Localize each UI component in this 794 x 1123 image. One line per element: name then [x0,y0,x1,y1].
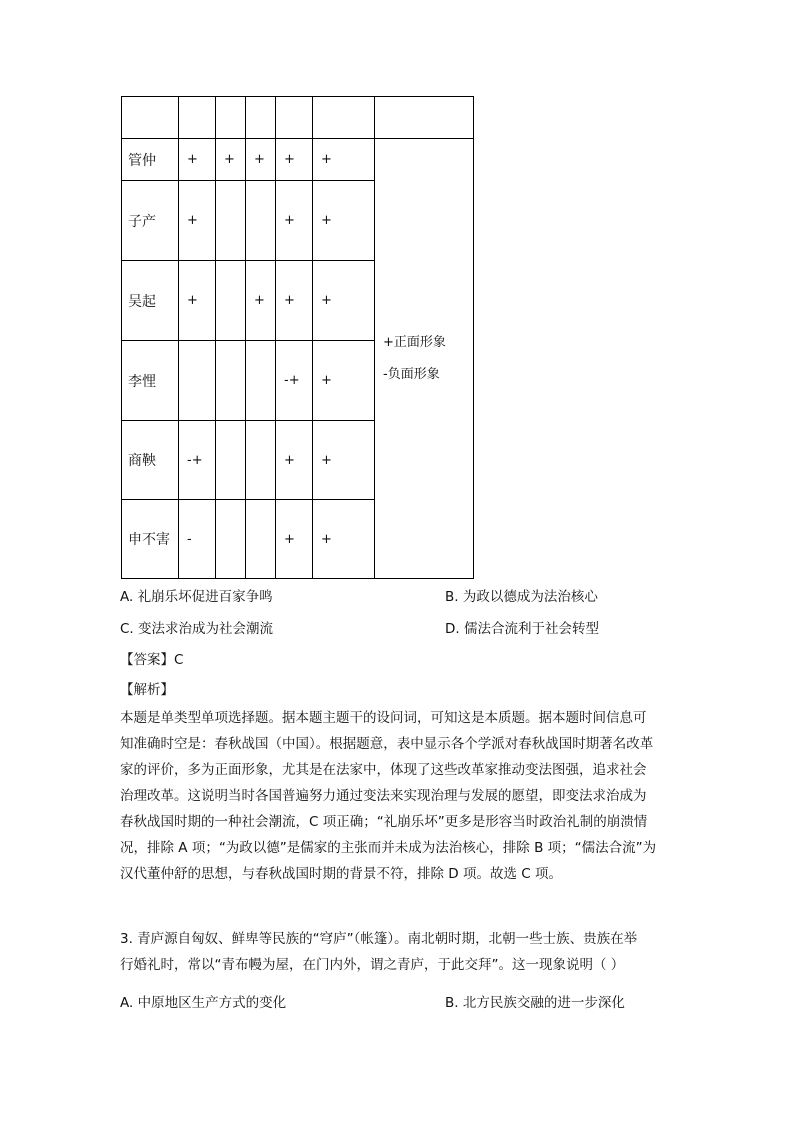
table-cell: + [246,261,276,341]
table-cell: + [313,500,375,579]
table-row [122,139,474,181]
header-cell [246,97,276,139]
row-name: 管仲 [122,139,179,181]
q2-option-c: C. 变法求治成为社会潮流 [120,621,274,637]
table-cell: + [276,181,313,261]
table-cell: + [216,139,246,181]
legend-cell [375,139,474,579]
table-cell: + [313,181,375,261]
table-cell [246,500,276,579]
q2-option-a: A. 礼崩乐坏促进百家争鸣 [120,589,273,605]
analysis-line: 家的评价，多为正面形象，尤其是在法家中，体现了这些改革家推动变法图强，追求社会 [120,762,647,778]
table-header-row [122,97,474,139]
table-cell [246,341,276,421]
table-cell: + [276,421,313,500]
analysis-line: 汉代董仲舒的思想，与春秋战国时期的背景不符，排除 D 项。故选 C 项。 [120,866,562,882]
table-cell: + [246,139,276,181]
q3-option-a: A. 中原地区生产方式的变化 [120,995,287,1011]
row-name: 李悝 [122,341,179,421]
header-cell [216,97,246,139]
header-cell [122,97,179,139]
legend-negative: -负面形象 [383,366,440,382]
table-cell [246,181,276,261]
table-cell [216,500,246,579]
evaluation-table [121,96,474,579]
row-name: 吴起 [122,261,179,341]
analysis-text [120,705,680,887]
header-cell [179,97,216,139]
table-cell [246,421,276,500]
table-cell: + [179,181,216,261]
header-cell [375,97,474,139]
analysis-line: 知准确时空是：春秋战国（中国）。根据题意，表中显示各个学派对春秋战国时期著名改革 [120,736,654,752]
table-cell: - [179,500,216,579]
table-cell: -+ [179,421,216,500]
table-cell [179,341,216,421]
analysis-line: 治理改革。这说明当时各国普遍努力通过变法来实现治理与发展的愿望，即变法求治成为 [120,788,647,804]
row-name: 子产 [122,181,179,261]
table-cell [216,341,246,421]
analysis-line: 春秋战国时期的一种社会潮流，C 项正确；“礼崩乐坏”更多是形容当时政治礼制的崩溃情 [120,814,648,830]
q2-option-d: D. 儒法合流利于社会转型 [445,621,599,637]
analysis-line: 本题是单类型单项选择题。据本题主题干的设问词，可知这是本质题。据本题时间信息可 [120,710,647,726]
table-cell: + [313,341,375,421]
table-cell: -+ [276,341,313,421]
table-cell: + [313,261,375,341]
legend-positive: +正面形象 [383,334,446,350]
table-cell: + [276,500,313,579]
table-cell [216,421,246,500]
analysis-title: 【解析】 [120,682,174,698]
table-cell: + [276,261,313,341]
table-cell: + [179,261,216,341]
header-cell [313,97,375,139]
row-name: 申不害 [122,500,179,579]
answer-label: 【答案】C [120,652,184,668]
row-name: 商鞅 [122,421,179,500]
q2-option-b: B. 为政以德成为法治核心 [445,589,598,605]
q3-option-b: B. 北方民族交融的进一步深化 [445,995,625,1011]
table-cell [216,181,246,261]
table-cell: + [179,139,216,181]
table-cell [216,261,246,341]
table-cell: + [313,421,375,500]
table-cell: + [276,139,313,181]
question-line: 3. 青庐源自匈奴、鲜卑等民族的“穹庐”（帐篷）。南北朝时期，北朝一些士族、贵族在举 [120,931,638,947]
question-line: 行婚礼时，常以“青布幔为屋，在门内外，谓之青庐，于此交拜”。这一现象说明（ ） [120,957,625,973]
question-3 [120,926,680,978]
table-cell: + [313,139,375,181]
analysis-line: 况，排除 A 项；“为政以德”是儒家的主张而并未成为法治核心，排除 B 项；“儒法合流”为 [120,840,657,856]
header-cell [276,97,313,139]
